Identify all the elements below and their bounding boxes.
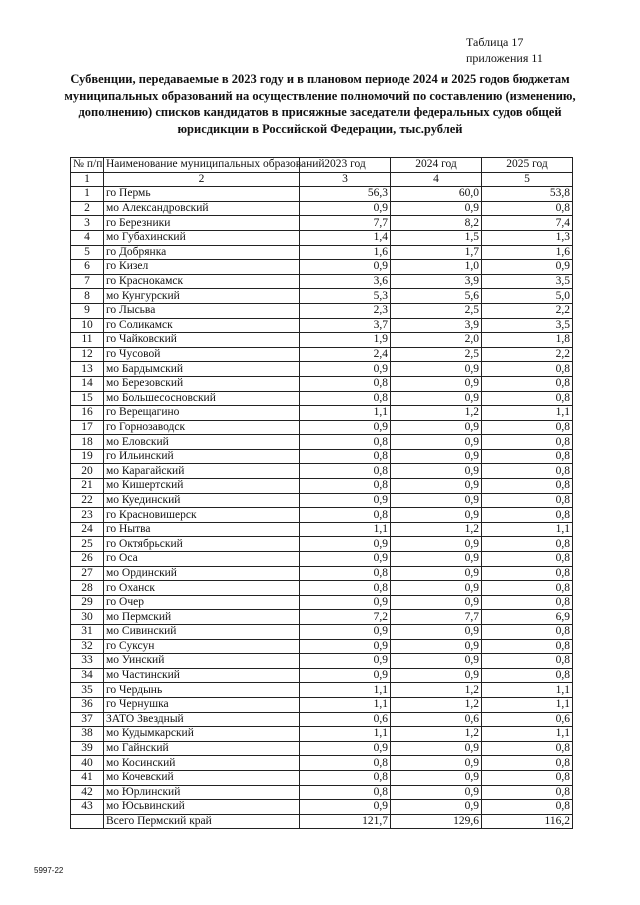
value-2023: 0,9 xyxy=(300,537,391,552)
row-number: 34 xyxy=(71,668,104,683)
value-2025: 0,9 xyxy=(482,260,573,275)
table-row xyxy=(71,639,573,654)
row-number: 24 xyxy=(71,522,104,537)
table-row xyxy=(71,274,573,289)
row-number: 30 xyxy=(71,610,104,625)
value-2023: 2,4 xyxy=(300,347,391,362)
value-2025: 5,0 xyxy=(482,289,573,304)
table-row xyxy=(71,318,573,333)
row-number: 9 xyxy=(71,303,104,318)
table-row xyxy=(71,800,573,815)
value-2024: 0,6 xyxy=(391,712,482,727)
municipality-name: мо Гайнский xyxy=(104,741,300,756)
value-2023: 0,9 xyxy=(300,800,391,815)
table-row xyxy=(71,625,573,640)
row-number: 25 xyxy=(71,537,104,552)
table-row xyxy=(71,595,573,610)
value-2024: 0,9 xyxy=(391,537,482,552)
value-2023: 0,8 xyxy=(300,464,391,479)
municipality-name: го Суксун xyxy=(104,639,300,654)
value-2024: 0,9 xyxy=(391,595,482,610)
value-2025: 0,8 xyxy=(482,566,573,581)
document-title: Субвенции, передаваемые в 2023 году и в плановом периоде 2024 и 2025 годов бюджетам муниципальных образований на осуществление полномочий по составлению (изменению, дополнению) списков кандидатов в присяжные заседатели федеральных судов общей юрисдикции в Российской Федерации, тыс.рублей xyxy=(64,72,576,136)
municipality-name: мо Сивинский xyxy=(104,625,300,640)
value-2023: 1,1 xyxy=(300,406,391,421)
row-number: 36 xyxy=(71,697,104,712)
municipality-name: го Лысьва xyxy=(104,303,300,318)
municipality-name: го Пермь xyxy=(104,187,300,202)
table-row xyxy=(71,333,573,348)
total-2023: 121,7 xyxy=(300,814,391,829)
value-2024: 0,9 xyxy=(391,435,482,450)
municipality-name: го Оса xyxy=(104,552,300,567)
value-2025: 0,8 xyxy=(482,770,573,785)
table-row xyxy=(71,230,573,245)
row-number: 21 xyxy=(71,479,104,494)
municipality-name: мо Куединский xyxy=(104,493,300,508)
table-row xyxy=(71,435,573,450)
table-row xyxy=(71,537,573,552)
value-2023: 1,1 xyxy=(300,683,391,698)
value-2025: 1,1 xyxy=(482,522,573,537)
value-2025: 0,8 xyxy=(482,639,573,654)
row-number: 23 xyxy=(71,508,104,523)
header-2023: 2023 год xyxy=(300,158,391,173)
value-2023: 0,9 xyxy=(300,741,391,756)
table-row xyxy=(71,727,573,742)
table-row xyxy=(71,187,573,202)
value-2023: 56,3 xyxy=(300,187,391,202)
value-2023: 0,9 xyxy=(300,420,391,435)
value-2023: 0,9 xyxy=(300,654,391,669)
row-number: 43 xyxy=(71,800,104,815)
municipality-name: ЗАТО Звездный xyxy=(104,712,300,727)
value-2025: 0,8 xyxy=(482,391,573,406)
column-index-row xyxy=(71,172,573,187)
municipality-name: го Кизел xyxy=(104,260,300,275)
table-row xyxy=(71,610,573,625)
value-2025: 0,8 xyxy=(482,201,573,216)
value-2024: 0,9 xyxy=(391,420,482,435)
value-2023: 0,9 xyxy=(300,260,391,275)
row-number: 41 xyxy=(71,770,104,785)
value-2024: 0,9 xyxy=(391,479,482,494)
value-2024: 0,9 xyxy=(391,756,482,771)
municipality-name: го Чусовой xyxy=(104,347,300,362)
column-index: 5 xyxy=(482,172,573,187)
municipality-name: мо Карагайский xyxy=(104,464,300,479)
row-number: 15 xyxy=(71,391,104,406)
row-number: 28 xyxy=(71,581,104,596)
municipality-name: мо Ординский xyxy=(104,566,300,581)
appendix-number: приложения 11 xyxy=(466,51,543,65)
table-row xyxy=(71,260,573,275)
table-reference xyxy=(466,34,586,66)
value-2025: 0,8 xyxy=(482,756,573,771)
table-row xyxy=(71,741,573,756)
row-number: 11 xyxy=(71,333,104,348)
value-2024: 0,9 xyxy=(391,800,482,815)
row-number: 6 xyxy=(71,260,104,275)
value-2024: 0,9 xyxy=(391,552,482,567)
value-2025: 1,8 xyxy=(482,333,573,348)
value-2024: 0,9 xyxy=(391,508,482,523)
table-row xyxy=(71,303,573,318)
value-2023: 3,6 xyxy=(300,274,391,289)
value-2025: 0,6 xyxy=(482,712,573,727)
municipality-name: го Добрянка xyxy=(104,245,300,260)
value-2024: 0,9 xyxy=(391,741,482,756)
total-label: Всего Пермский край xyxy=(104,814,300,829)
value-2024: 2,5 xyxy=(391,347,482,362)
value-2023: 0,9 xyxy=(300,493,391,508)
municipality-name: го Чердынь xyxy=(104,683,300,698)
value-2025: 0,8 xyxy=(482,581,573,596)
table-row xyxy=(71,566,573,581)
value-2024: 0,9 xyxy=(391,785,482,800)
total-2024: 129,6 xyxy=(391,814,482,829)
total-num-cell xyxy=(71,814,104,829)
municipality-name: мо Александровский xyxy=(104,201,300,216)
row-number: 19 xyxy=(71,449,104,464)
row-number: 10 xyxy=(71,318,104,333)
document-code: 5997-22 xyxy=(34,866,64,875)
value-2025: 0,8 xyxy=(482,625,573,640)
value-2025: 53,8 xyxy=(482,187,573,202)
table-row xyxy=(71,683,573,698)
municipality-name: го Нытва xyxy=(104,522,300,537)
value-2024: 1,7 xyxy=(391,245,482,260)
value-2025: 3,5 xyxy=(482,274,573,289)
value-2025: 0,8 xyxy=(482,420,573,435)
row-number: 32 xyxy=(71,639,104,654)
value-2024: 0,9 xyxy=(391,654,482,669)
value-2023: 0,8 xyxy=(300,770,391,785)
value-2025: 1,3 xyxy=(482,230,573,245)
value-2024: 0,9 xyxy=(391,376,482,391)
table-row xyxy=(71,522,573,537)
row-number: 22 xyxy=(71,493,104,508)
table-row xyxy=(71,289,573,304)
value-2024: 0,9 xyxy=(391,566,482,581)
table-row xyxy=(71,581,573,596)
table-row xyxy=(71,449,573,464)
value-2023: 0,9 xyxy=(300,552,391,567)
row-number: 27 xyxy=(71,566,104,581)
table-row xyxy=(71,479,573,494)
value-2024: 5,6 xyxy=(391,289,482,304)
value-2023: 0,8 xyxy=(300,449,391,464)
header-row xyxy=(71,158,573,173)
municipality-name: мо Бардымский xyxy=(104,362,300,377)
municipality-name: го Чайковский xyxy=(104,333,300,348)
table-row xyxy=(71,391,573,406)
value-2023: 0,8 xyxy=(300,391,391,406)
value-2023: 0,8 xyxy=(300,435,391,450)
table-row xyxy=(71,552,573,567)
header-2024: 2024 год xyxy=(391,158,482,173)
value-2023: 0,9 xyxy=(300,639,391,654)
value-2024: 1,2 xyxy=(391,697,482,712)
table-row xyxy=(71,362,573,377)
header-2025: 2025 год xyxy=(482,158,573,173)
municipality-name: го Ильинский xyxy=(104,449,300,464)
row-number: 39 xyxy=(71,741,104,756)
municipality-name: мо Губахинский xyxy=(104,230,300,245)
municipality-name: го Октябрьский xyxy=(104,537,300,552)
value-2024: 1,2 xyxy=(391,683,482,698)
municipality-name: го Чернушка xyxy=(104,697,300,712)
table-row xyxy=(71,654,573,669)
municipality-name: го Красновишерск xyxy=(104,508,300,523)
municipality-name: мо Частинский xyxy=(104,668,300,683)
value-2024: 2,5 xyxy=(391,303,482,318)
row-number: 3 xyxy=(71,216,104,231)
municipality-name: мо Пермский xyxy=(104,610,300,625)
row-number: 4 xyxy=(71,230,104,245)
value-2024: 8,2 xyxy=(391,216,482,231)
table-row xyxy=(71,406,573,421)
row-number: 37 xyxy=(71,712,104,727)
value-2023: 1,1 xyxy=(300,522,391,537)
municipality-name: мо Уинский xyxy=(104,654,300,669)
value-2024: 0,9 xyxy=(391,668,482,683)
row-number: 12 xyxy=(71,347,104,362)
value-2023: 0,8 xyxy=(300,376,391,391)
row-number: 38 xyxy=(71,727,104,742)
table-row xyxy=(71,785,573,800)
value-2025: 0,8 xyxy=(482,800,573,815)
municipality-name: мо Юсьвинский xyxy=(104,800,300,815)
value-2025: 0,8 xyxy=(482,493,573,508)
value-2025: 0,8 xyxy=(482,552,573,567)
municipality-name: мо Кишертский xyxy=(104,479,300,494)
value-2024: 0,9 xyxy=(391,362,482,377)
municipality-name: мо Березовский xyxy=(104,376,300,391)
value-2024: 1,0 xyxy=(391,260,482,275)
value-2023: 0,8 xyxy=(300,508,391,523)
value-2025: 1,1 xyxy=(482,727,573,742)
value-2025: 0,8 xyxy=(482,464,573,479)
table-body xyxy=(71,187,573,815)
value-2025: 0,8 xyxy=(482,741,573,756)
value-2024: 3,9 xyxy=(391,274,482,289)
municipality-name: го Краснокамск xyxy=(104,274,300,289)
value-2024: 0,9 xyxy=(391,581,482,596)
value-2024: 0,9 xyxy=(391,625,482,640)
value-2025: 3,5 xyxy=(482,318,573,333)
value-2025: 0,8 xyxy=(482,668,573,683)
column-index: 3 xyxy=(300,172,391,187)
value-2023: 1,4 xyxy=(300,230,391,245)
value-2025: 2,2 xyxy=(482,347,573,362)
value-2023: 1,9 xyxy=(300,333,391,348)
row-number: 8 xyxy=(71,289,104,304)
row-number: 16 xyxy=(71,406,104,421)
municipality-name: мо Кочевский xyxy=(104,770,300,785)
value-2025: 0,8 xyxy=(482,479,573,494)
value-2025: 0,8 xyxy=(482,376,573,391)
value-2023: 0,9 xyxy=(300,668,391,683)
value-2023: 0,8 xyxy=(300,756,391,771)
row-number: 5 xyxy=(71,245,104,260)
value-2023: 0,9 xyxy=(300,201,391,216)
value-2025: 0,8 xyxy=(482,449,573,464)
value-2024: 3,9 xyxy=(391,318,482,333)
value-2023: 0,9 xyxy=(300,362,391,377)
value-2025: 7,4 xyxy=(482,216,573,231)
table-row xyxy=(71,464,573,479)
value-2023: 3,7 xyxy=(300,318,391,333)
value-2024: 7,7 xyxy=(391,610,482,625)
header-name: Наименование муниципальных образований xyxy=(104,158,300,173)
column-index: 2 xyxy=(104,172,300,187)
municipality-name: мо Кунгурский xyxy=(104,289,300,304)
table-row xyxy=(71,201,573,216)
row-number: 13 xyxy=(71,362,104,377)
municipality-name: мо Кудымкарский xyxy=(104,727,300,742)
row-number: 18 xyxy=(71,435,104,450)
value-2025: 0,8 xyxy=(482,362,573,377)
value-2023: 7,7 xyxy=(300,216,391,231)
column-index: 1 xyxy=(71,172,104,187)
value-2023: 5,3 xyxy=(300,289,391,304)
total-2025: 116,2 xyxy=(482,814,573,829)
value-2025: 2,2 xyxy=(482,303,573,318)
value-2023: 0,6 xyxy=(300,712,391,727)
municipality-name: го Горнозаводск xyxy=(104,420,300,435)
value-2025: 1,1 xyxy=(482,697,573,712)
table-row xyxy=(71,697,573,712)
value-2024: 0,9 xyxy=(391,449,482,464)
value-2024: 0,9 xyxy=(391,201,482,216)
value-2023: 2,3 xyxy=(300,303,391,318)
municipality-name: го Березники xyxy=(104,216,300,231)
municipality-name: го Очер xyxy=(104,595,300,610)
value-2025: 1,6 xyxy=(482,245,573,260)
value-2023: 0,8 xyxy=(300,479,391,494)
value-2023: 0,9 xyxy=(300,625,391,640)
table-row xyxy=(71,712,573,727)
municipality-name: го Соликамск xyxy=(104,318,300,333)
value-2023: 1,6 xyxy=(300,245,391,260)
table-row xyxy=(71,668,573,683)
value-2023: 0,8 xyxy=(300,581,391,596)
row-number: 14 xyxy=(71,376,104,391)
table-row xyxy=(71,347,573,362)
header-num: № п/п xyxy=(71,158,104,173)
municipality-name: мо Косинский xyxy=(104,756,300,771)
value-2025: 0,8 xyxy=(482,595,573,610)
value-2024: 1,2 xyxy=(391,406,482,421)
row-number: 42 xyxy=(71,785,104,800)
table-row xyxy=(71,493,573,508)
value-2024: 0,9 xyxy=(391,770,482,785)
value-2025: 1,1 xyxy=(482,683,573,698)
column-index: 4 xyxy=(391,172,482,187)
total-row xyxy=(71,814,573,829)
value-2023: 0,8 xyxy=(300,566,391,581)
value-2024: 0,9 xyxy=(391,391,482,406)
row-number: 7 xyxy=(71,274,104,289)
table-row xyxy=(71,756,573,771)
table-row xyxy=(71,245,573,260)
value-2023: 7,2 xyxy=(300,610,391,625)
value-2024: 1,5 xyxy=(391,230,482,245)
value-2025: 0,8 xyxy=(482,537,573,552)
value-2023: 1,1 xyxy=(300,727,391,742)
table-row xyxy=(71,508,573,523)
value-2025: 6,9 xyxy=(482,610,573,625)
value-2024: 1,2 xyxy=(391,522,482,537)
row-number: 1 xyxy=(71,187,104,202)
row-number: 2 xyxy=(71,201,104,216)
table-number: Таблица 17 xyxy=(466,35,524,49)
row-number: 26 xyxy=(71,552,104,567)
value-2024: 0,9 xyxy=(391,639,482,654)
table-row xyxy=(71,376,573,391)
table-row xyxy=(71,420,573,435)
table-row xyxy=(71,770,573,785)
municipality-name: го Верещагино xyxy=(104,406,300,421)
value-2023: 0,8 xyxy=(300,785,391,800)
municipality-name: го Оханск xyxy=(104,581,300,596)
value-2025: 0,8 xyxy=(482,435,573,450)
row-number: 35 xyxy=(71,683,104,698)
row-number: 20 xyxy=(71,464,104,479)
municipality-name: мо Еловский xyxy=(104,435,300,450)
value-2024: 60,0 xyxy=(391,187,482,202)
row-number: 17 xyxy=(71,420,104,435)
subsidies-table xyxy=(70,157,573,829)
value-2025: 0,8 xyxy=(482,508,573,523)
value-2024: 1,2 xyxy=(391,727,482,742)
table-row xyxy=(71,216,573,231)
value-2024: 0,9 xyxy=(391,493,482,508)
value-2023: 1,1 xyxy=(300,697,391,712)
row-number: 40 xyxy=(71,756,104,771)
value-2025: 0,8 xyxy=(482,654,573,669)
municipality-name: мо Юрлинский xyxy=(104,785,300,800)
value-2023: 0,9 xyxy=(300,595,391,610)
value-2025: 0,8 xyxy=(482,785,573,800)
value-2024: 2,0 xyxy=(391,333,482,348)
value-2024: 0,9 xyxy=(391,464,482,479)
row-number: 33 xyxy=(71,654,104,669)
municipality-name: мо Большесосновский xyxy=(104,391,300,406)
row-number: 29 xyxy=(71,595,104,610)
row-number: 31 xyxy=(71,625,104,640)
value-2025: 1,1 xyxy=(482,406,573,421)
